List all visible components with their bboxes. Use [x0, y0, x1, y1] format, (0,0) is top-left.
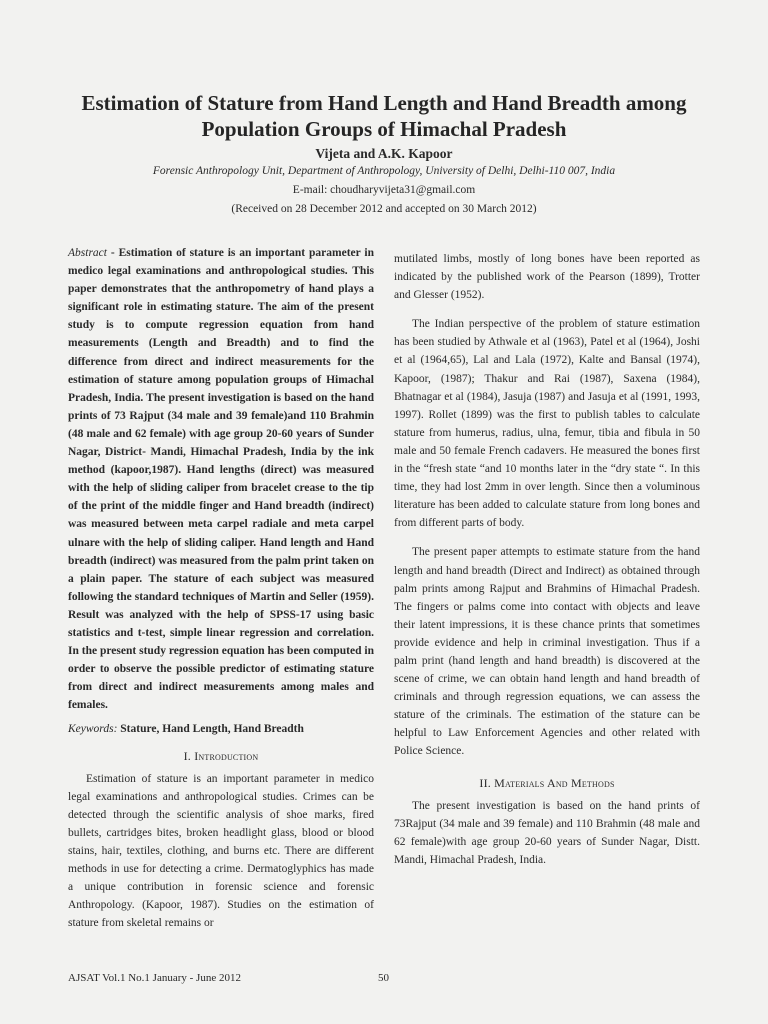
keywords-text: Stature, Hand Length, Hand Breadth [117, 723, 304, 736]
paper-title [40, 90, 728, 142]
intro-paragraph-1: Estimation of stature is an important parameter in medico legal examinations and anthropological studies. Crimes can be detected through the scientific analysis of shoe marks, fired bullets, cartridges bites, broken headlight glass, blood or blood stains, hair, textiles, clothing, and burns etc. There are different methods in use for detecting a crime. Dermatoglyphics has made a unique contribution in forensic science and forensic Anthropology. (Kapoor, 1987). Studies on the estimation of stature from skeletal remains or [68, 772, 374, 930]
methods-paragraph-1: The present investigation is based on the hand prints of 73Rajput (34 male and 39 female) and 110 Brahmin (48 male and 62 female)with age group 20-60 years of Sunder Nagar, Distt. Mandi, Himachal Pradesh, India. [394, 799, 700, 866]
left-column [68, 244, 374, 932]
page-number: 50 [378, 972, 389, 984]
right-paragraph-1: mutilated limbs, mostly of long bones have been reported as indicated by the published work of the Pearson (1899), Trotter and Glesser (1952). [394, 253, 700, 302]
keywords [68, 720, 374, 738]
received-date: (Received on 28 December 2012 and accepted on 30 March 2012) [231, 203, 537, 215]
footer-journal: AJSAT Vol.1 No.1 January - June 2012 [68, 972, 241, 984]
abstract-text: - Estimation of stature is an important parameter in medico legal examinations and anthropological studies. This paper demonstrates that the anthropometry of hand plays a significant role in estimating stature. The aim of the present study is to compute regression equation from hand measurements (Length and Breadth) and to find the difference from direct and indirect measurements for the estimation of stature among population groups of Himachal Pradesh, India. The present investigation is based on the hand prints of 73 Rajput (34 male and 39 female)and 110 Brahmin (48 male and 62 female) with age group 20-60 years of Sunder Nagar, District- Mandi, Himachal Pradesh, India by the ink method (kapoor,1987). Hand lengths (direct) was measured with the help of sliding caliper from bracelet crease to the tip of the print of the middle finger and Hand breadth (indirect) was measured between meta carpel radiale and meta carpel ulnare with the help of sliding caliper. Hand length and Hand breadth (indirect) was measured from the palm print taken on a plain paper. The stature of each subject was measured following the standard techniques of Martin and Seller (1959). Result was analyzed with the help of SPSS-17 using basic statistics and t-test, simple linear regression and correlation. In the present study regression equation has been computed in order to observe the possible predictor of estimating stature from direct and indirect measurements among males and females. [68, 247, 374, 712]
intro-heading: I. Introduction [183, 748, 259, 763]
right-paragraph-2: The Indian perspective of the problem of stature estimation has been studied by Athwale et al (1963), Patel et al (1964), Joshi et al (1964,65), Lal and Lala (1972), Kalte and Bansal (1974), Kapoor, (1987); Thakur and Rai (1987), Saxena (1984), Bhatnagar et al (1984), Jasuja (1987) and Jasuja et al (1991, 1993, 1997). Rollet (1899) was the first to publish tables to calculate stature from humerus, radius, ulna, femur, tibia and fibula in 50 male and 50 female French cadavers. He measured the bones first in the “fresh state “and 10 months later in the “dry state “. In this time, they had lost 2mm in over length. Since then a voluminous literature has been added to calculate stature from long bones and from different parts of body. [394, 318, 700, 530]
keywords-label: Keywords: [68, 723, 118, 736]
title-line-1: Estimation of Stature from Hand Length and Hand Breadth among [81, 91, 687, 115]
right-column [394, 250, 700, 869]
authors: Vijeta and A.K. Kapoor [315, 146, 453, 161]
methods-heading: II. Materials And Methods [479, 775, 615, 790]
right-paragraph-3: The present paper attempts to estimate stature from the hand length and hand breadth (Direct and Indirect) as obtained through palm prints among Rajput and Brahmins of Himachal Pradesh. The fingers or palms come into contact with objects and leave their latent impressions, it is these chance prints that sometimes provide evidence and help in criminal investigation. Thus if a palm print (hand length and hand breadth) is discovered at the scene of crime, we can obtain hand length and hand breadth of criminals and through regression equations, we can assess the stature of the criminals. The estimation of the stature can be helpful to Law Enforcement Agencies and other related with Police Science. [394, 546, 700, 758]
abstract-label: Abstract [68, 247, 107, 259]
title-line-2: Population Groups of Himachal Pradesh [201, 117, 567, 141]
affiliation: Forensic Anthropology Unit, Department of Anthropology, University of Delhi, Delhi-110 007, India [152, 165, 616, 177]
abstract [68, 244, 374, 714]
email: E-mail: choudharyvijeta31@gmail.com [292, 184, 476, 196]
